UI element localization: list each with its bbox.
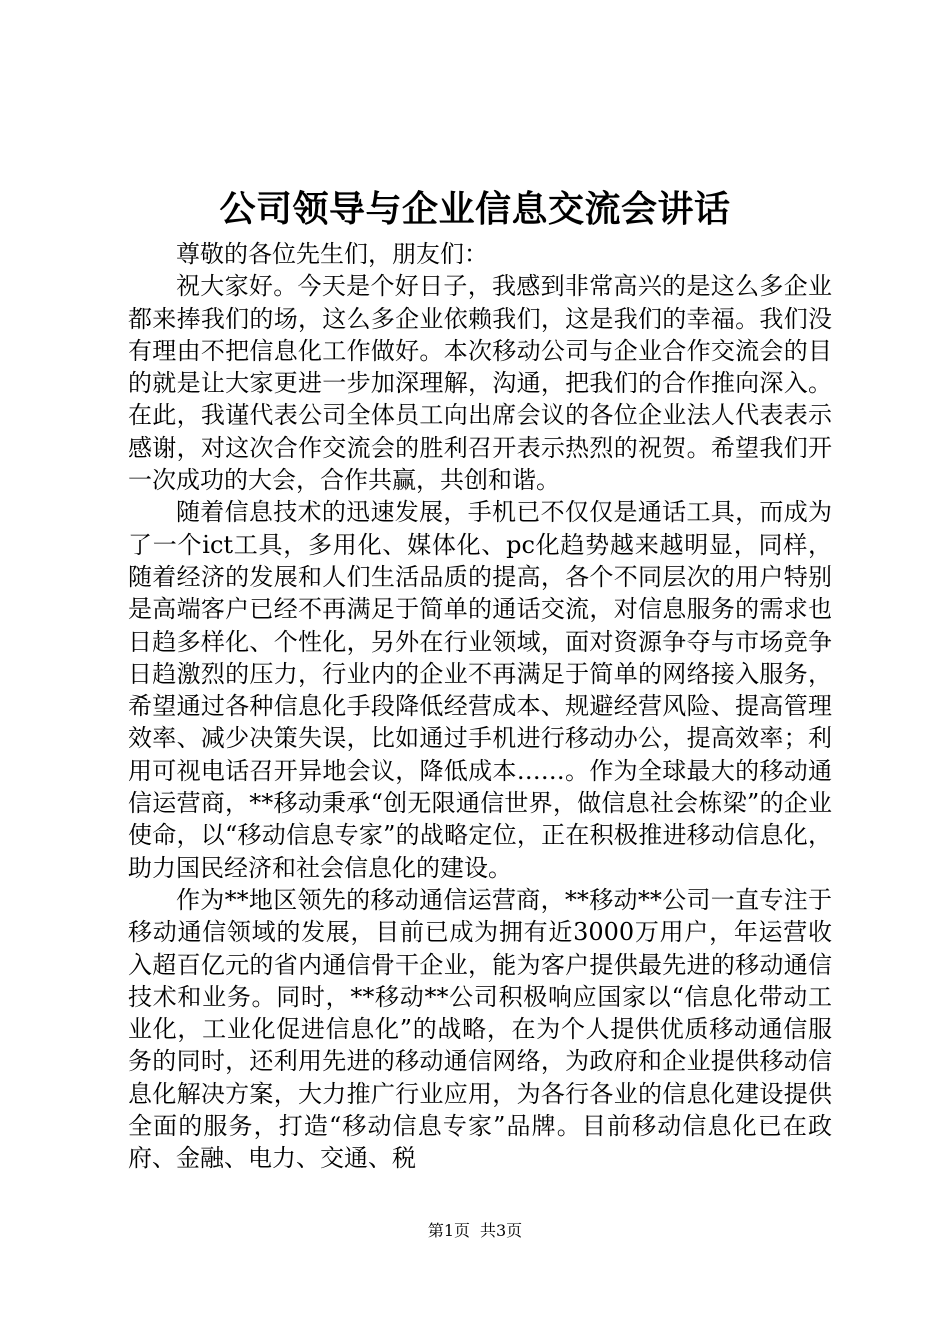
body-paragraph: 作为**地区领先的移动通信运营商，**移动**公司一直专注于移动通信领域的发展，目前已成为拥有近3000万用户，年运营收入超百亿元的省内通信骨干企业，能为客户提供最先进的移动通信技术和业务。同时，**移动**公司积极响应国家以“信息化带动工业化，工业化促进信息化”的战略，在为个人提供优质移动通信服务的同时，还利用先进的移动通信网络，为政府和企业提供移动信息化解决方案，大力推广行业应用，为各行各业的信息化建设提供全面的服务，打造“移动信息专家”品牌。目前移动信息化已在政府、金融、电力、交通、税 [128,885,832,1173]
document-body [128,238,832,1175]
body-paragraph: 随着信息技术的迅速发展，手机已不仅仅是通话工具，而成为了一个ict工具，多用化、媒体化、pc化趋势越来越明显，同样，随着经济的发展和人们生活品质的提高，各个不同层次的用户特别是高端客户已经不再满足于简单的通话交流，对信息服务的需求也日趋多样化、个性化，另外在行业领域，面对资源争夺与市场竞争日趋激烈的压力，行业内的企业不再满足于简单的网络接入服务，希望通过各种信息化手段降低经营成本、规避经营风险、提高管理效率、减少决策失误，比如通过手机进行移动办公，提高效率；利用可视电话召开异地会议，降低成本……。作为全球最大的移动通信运营商，**移动秉承“创无限通信世界，做信息社会栋梁”的企业使命，以“移动信息专家”的战略定位，正在积极推进移动信息化，助力国民经济和社会信息化的建设。 [128,498,832,882]
body-paragraph: 祝大家好。今天是个好日子，我感到非常高兴的是这么多企业都来捧我们的场，这么多企业依赖我们，这是我们的幸福。我们没有理由不把信息化工作做好。本次移动公司与企业合作交流会的目的就是让大家更进一步加深理解，沟通，把我们的合作推向深入。在此，我谨代表公司全体员工向出席会议的各位企业法人代表表示感谢，对这次合作交流会的胜利召开表示热烈的祝贺。希望我们开一次成功的大会，合作共赢，共创和谐。 [128,272,832,495]
greeting-line: 尊敬的各位先生们，朋友们： [176,240,488,268]
document-title: 公司领导与企业信息交流会讲话 [219,188,731,230]
page-number: 第1页 [427,1221,470,1240]
page-total: 共3页 [480,1221,523,1240]
page-footer [0,1219,950,1243]
